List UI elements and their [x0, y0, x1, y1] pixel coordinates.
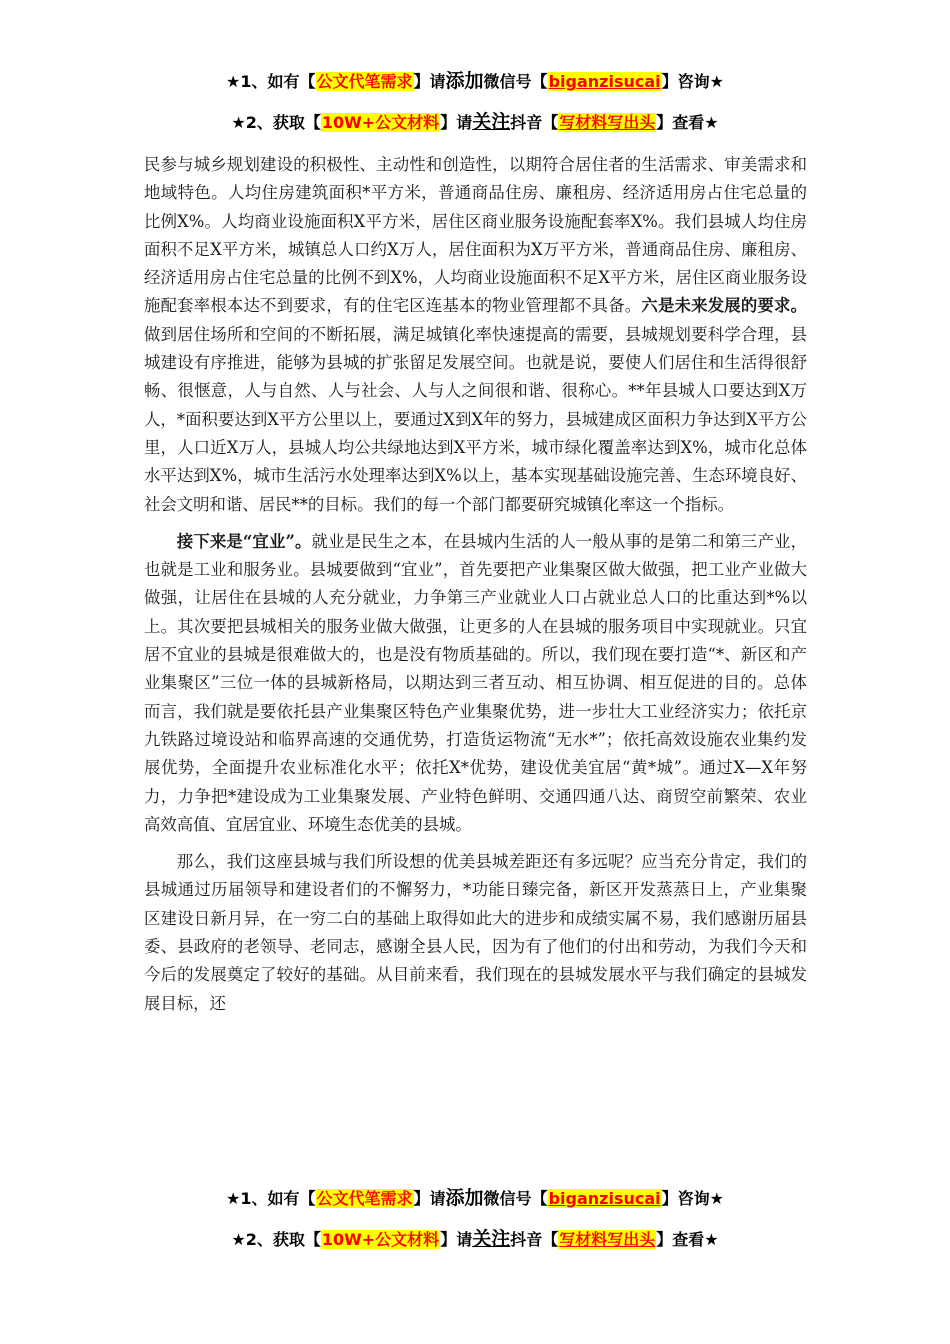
- materials-highlight: 10W+公文材料: [321, 1230, 440, 1249]
- bottom-banner-line-2: [0, 1228, 950, 1251]
- banner-text: 】咨询★: [661, 72, 724, 91]
- banner-text: 微信号【: [483, 72, 548, 91]
- paragraph-2: [144, 528, 807, 839]
- paragraph-text: 做到居住场所和空间的不断拓展，满足城镇化率快速提高的需要，县城规划要科学合理，县城建设有序推进，能够为县城的扩张留足发展空间。也就是说，要使人们居住和生活得很舒畅、很惬意，人与自然、人与社会、人与人之间很和谐、很称心。**年县城人口要达到X万人，*面积要达到X平方公里以上，要通过X到X年的努力，县城建成区面积力争达到X平方公里，人口近X万人，县城人均公共绿地达到X平方米，城市绿化覆盖率达到X%，城市化总体水平达到X%，城市生活污水处理率达到X%以上，基本实现基础设施完善、生态环境良好、社会文明和谐、居民**的目标。我们的每一个部门都要研究城镇化率这一个指标。: [144, 324, 808, 514]
- paragraph-text: 民参与城乡规划建设的积极性、主动性和创造性，以期符合居住者的生活需求、审美需求和地域特色。人均住房建筑面积*平方米，普通商品住房、廉租房、经济适用房占住宅总量的比例X%。人均商业设施面积X平方米，居住区商业服务设施配套率X%。我们县城人均住房面积不足X平方米，城镇总人口约X万人，居住面积为X万平方米，普通商品住房、廉租房、经济适用房占住宅总量的比例不到X%，人均商业设施面积不足X平方米，居住区商业服务设施配套率根本达不到要求，有的住宅区连基本的物业管理都不具备。: [144, 155, 807, 316]
- document-body: [144, 151, 807, 1018]
- service-highlight: 公文代笔需求: [316, 1189, 413, 1208]
- top-banner-line-1: [0, 70, 950, 93]
- materials-highlight: 10W+公文材料: [321, 113, 440, 132]
- banner-text: 】查看★: [656, 113, 719, 132]
- paragraph-3: [144, 848, 807, 1018]
- banner-text: ★1、如有【: [226, 72, 316, 91]
- banner-text: ★2、获取【: [231, 113, 321, 132]
- section-heading-inline: 六是未来发展的要求。: [641, 296, 807, 316]
- banner-text: 】请: [413, 72, 446, 91]
- paragraph-text: 那么，我们这座县城与我们所设想的优美县城差距还有多远呢？应当充分肯定，我们的县城通过历届领导和建设者们的不懈努力，*功能日臻完备，新区开发蒸蒸日上，产业集聚区建设日新月异，在一穷二白的基础上取得如此大的进步和成绩实属不易，我们感谢历届县委、县政府的老领导、老同志，感谢全县人民，因为有了他们的付出和劳动，为我们今天和今后的发展奠定了较好的基础。从目前来看，我们现在的县城发展水平与我们确定的县城发展目标，还: [144, 852, 807, 1013]
- banner-text: 】请: [413, 1189, 446, 1208]
- banner-text: 】查看★: [656, 1230, 719, 1249]
- banner-emphasis: 添加: [445, 1187, 484, 1209]
- banner-emphasis: 关注: [472, 1228, 511, 1250]
- paragraph-1: [144, 151, 807, 519]
- section-heading-inline: 接下来是“宜业”。: [176, 531, 312, 551]
- service-highlight: 公文代笔需求: [316, 72, 413, 91]
- banner-text: 】请: [440, 113, 473, 132]
- banner-text: 】请: [440, 1230, 473, 1249]
- douyin-account-link[interactable]: 写材料写出头: [559, 113, 656, 132]
- banner-emphasis: 添加: [445, 70, 484, 92]
- banner-emphasis: 关注: [472, 111, 511, 133]
- banner-text: 抖音【: [510, 113, 559, 132]
- douyin-account-link[interactable]: 写材料写出头: [559, 1230, 656, 1249]
- banner-text: 抖音【: [510, 1230, 559, 1249]
- wechat-account-link[interactable]: biganzisucai: [548, 1189, 661, 1208]
- top-banner-line-2: [0, 111, 950, 134]
- banner-text: ★2、获取【: [231, 1230, 321, 1249]
- bottom-banner-line-1: [0, 1187, 950, 1210]
- paragraph-text: 就业是民生之本，在县城内生活的人一般从事的是第二和第三产业，也就是工业和服务业。县城要做到“宜业”，首先要把产业集聚区做大做强，把工业产业做大做强，让居住在县城的人充分就业，力争第三产业就业人口占就业总人口的比重达到*%以上。其次要把县城相关的服务业做大做强，让更多的人在县城的服务项目中实现就业。只宜居不宜业的县城是很难做大的，也是没有物质基础的。所以，我们现在要打造“*、新区和产业集聚区”三位一体的县城新格局，以期达到三者互动、相互协调、相互促进的目的。总体而言，我们就是要依托县产业集聚区特色产业集聚优势，进一步壮大工业经济实力；依托京九铁路过境设站和临界高速的交通优势，打造货运物流“无水*”；依托高效设施农业集约发展优势，全面提升农业标准化水平；依托X*优势，建设优美宜居“黄*城”。通过X—X年努力，力争把*建设成为工业集聚发展、产业特色鲜明、交通四通八达、商贸空前繁荣、农业高效高值、宜居宜业、环境生态优美的县城。: [144, 531, 807, 834]
- banner-text: 】咨询★: [661, 1189, 724, 1208]
- banner-text: ★1、如有【: [226, 1189, 316, 1208]
- wechat-account-link[interactable]: biganzisucai: [548, 72, 661, 91]
- banner-text: 微信号【: [483, 1189, 548, 1208]
